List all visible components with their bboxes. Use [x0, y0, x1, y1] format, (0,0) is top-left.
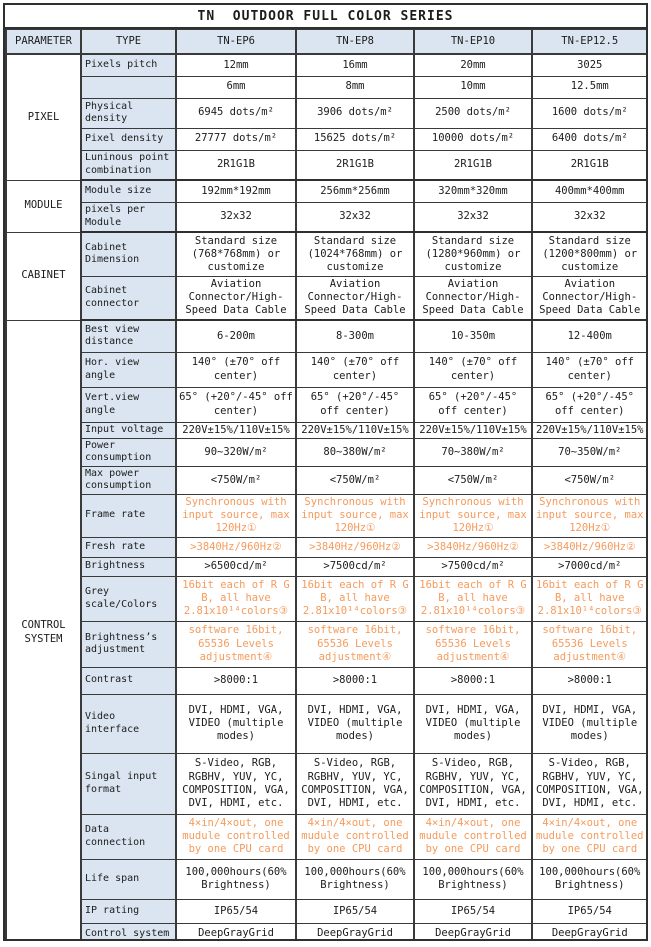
spec-value-cell: 2R1G1B [176, 150, 296, 180]
table-row [6, 753, 647, 814]
row-label: Best view distance [81, 320, 176, 352]
section-label-cabinet: CABINET [6, 232, 81, 320]
spec-value-cell: 12mm [176, 54, 296, 76]
spec-value-cell: Standard size (1024*768mm) or customize [296, 232, 414, 276]
row-label: Power consumption [81, 438, 176, 466]
table-row [6, 923, 647, 941]
section-label-module: MODULE [6, 180, 81, 232]
spec-value-cell: IP65/54 [414, 899, 532, 923]
spec-value-cell: 6945 dots/m² [176, 98, 296, 128]
spec-value-cell: 2R1G1B [296, 150, 414, 180]
table-row [6, 557, 647, 576]
row-label: Data connection [81, 814, 176, 859]
spec-value-cell: 220V±15%/110V±15% [414, 422, 532, 438]
column-header-3: TN-EP8 [296, 30, 414, 55]
spec-value-cell: 65° (+20°/-45° off center) [176, 387, 296, 422]
spec-value-cell: 1600 dots/m² [532, 98, 647, 128]
spec-value-cell: software 16bit, 65536 Levels adjustment④ [176, 621, 296, 667]
spec-value-cell: 4×in/4×out, one mudule controlled by one CPU card [414, 814, 532, 859]
spec-value-cell: 32x32 [176, 202, 296, 232]
table-row [6, 98, 647, 128]
row-label: Control system [81, 923, 176, 941]
row-label: Physical density [81, 98, 176, 128]
spec-value-cell: 80~380W/m² [296, 438, 414, 466]
table-row [6, 466, 647, 494]
table-row [6, 859, 647, 899]
spec-value-cell: Synchronous with input source, max 120Hz① [176, 494, 296, 537]
spec-value-cell: IP65/54 [532, 899, 647, 923]
table-row [6, 76, 647, 98]
table-row [6, 537, 647, 557]
row-label: Frame rate [81, 494, 176, 537]
table-row [6, 422, 647, 438]
spec-value-cell: 140° (±70° off center) [176, 352, 296, 387]
spec-value-cell: S-Video, RGB, RGBHV, YUV, YC, COMPOSITION, VGA, DVI, HDMI, etc. [414, 753, 532, 814]
spec-value-cell: 6mm [176, 76, 296, 98]
spec-value-cell: DVI, HDMI, VGA, VIDEO (multiple modes) [176, 694, 296, 753]
spec-value-cell: 10-350m [414, 320, 532, 352]
table-row [6, 814, 647, 859]
row-label: Fresh rate [81, 537, 176, 557]
spec-value-cell: DVI, HDMI, VGA, VIDEO (multiple modes) [414, 694, 532, 753]
spec-value-cell: 2R1G1B [414, 150, 532, 180]
spec-value-cell: 16bit each of R G B, all have 2.81x10¹⁴colors③ [176, 576, 296, 621]
header-row [6, 30, 647, 55]
spec-value-cell: >8000:1 [532, 667, 647, 694]
table-row [6, 54, 647, 76]
spec-value-cell: 140° (±70° off center) [532, 352, 647, 387]
table-row [6, 494, 647, 537]
row-label [81, 76, 176, 98]
row-label: pixels per Module [81, 202, 176, 232]
spec-value-cell: 140° (±70° off center) [296, 352, 414, 387]
spec-value-cell: 16mm [296, 54, 414, 76]
table-row [6, 694, 647, 753]
spec-value-cell: 4×in/4×out, one mudule controlled by one CPU card [176, 814, 296, 859]
spec-value-cell: IP65/54 [176, 899, 296, 923]
row-label: Video interface [81, 694, 176, 753]
spec-value-cell: 70~350W/m² [532, 438, 647, 466]
column-header-1: TYPE [81, 30, 176, 55]
spec-value-cell: 32x32 [532, 202, 647, 232]
spec-value-cell: 220V±15%/110V±15% [532, 422, 647, 438]
spec-value-cell: >7000cd/m² [532, 557, 647, 576]
spec-value-cell: 100,000hours(60% Brightness) [296, 859, 414, 899]
table-row [6, 438, 647, 466]
spec-value-cell: 100,000hours(60% Brightness) [414, 859, 532, 899]
spec-value-cell: 65° (+20°/-45° off center) [532, 387, 647, 422]
table-row [6, 352, 647, 387]
spec-value-cell: 192mm*192mm [176, 180, 296, 202]
spec-value-cell: 100,000hours(60% Brightness) [532, 859, 647, 899]
spec-table [5, 29, 648, 941]
spec-value-cell: 3025 [532, 54, 647, 76]
spec-value-cell: <750W/m² [414, 466, 532, 494]
row-label: Life span [81, 859, 176, 899]
spec-value-cell: DeepGrayGrid [296, 923, 414, 941]
spec-value-cell: 220V±15%/110V±15% [176, 422, 296, 438]
spec-value-cell: 32x32 [414, 202, 532, 232]
spec-value-cell: >6500cd/m² [176, 557, 296, 576]
spec-value-cell: 2R1G1B [532, 150, 647, 180]
spec-value-cell: 256mm*256mm [296, 180, 414, 202]
spec-value-cell: 140° (±70° off center) [414, 352, 532, 387]
table-row [6, 232, 647, 276]
spec-value-cell: DeepGrayGrid [176, 923, 296, 941]
spec-value-cell: 65° (+20°/-45° off center) [296, 387, 414, 422]
spec-value-cell: 32x32 [296, 202, 414, 232]
section-label-pixel: PIXEL [6, 54, 81, 180]
row-label: Cabinet connector [81, 276, 176, 320]
spec-value-cell: 16bit each of R G B, all have 2.81x10¹⁴colors③ [414, 576, 532, 621]
spec-value-cell: 100,000hours(60% Brightness) [176, 859, 296, 899]
spec-value-cell: 16bit each of R G B, all have 2.81x10¹⁴colors③ [296, 576, 414, 621]
row-label: IP rating [81, 899, 176, 923]
spec-value-cell: software 16bit, 65536 Levels adjustment④ [414, 621, 532, 667]
spec-value-cell: 27777 dots/m² [176, 128, 296, 150]
section-label-control-system: CONTROL SYSTEM [6, 320, 81, 941]
row-label: Module size [81, 180, 176, 202]
row-label: Contrast [81, 667, 176, 694]
column-header-5: TN-EP12.5 [532, 30, 647, 55]
spec-value-cell: 400mm*400mm [532, 180, 647, 202]
spec-value-cell: <750W/m² [532, 466, 647, 494]
row-label: Vert.view angle [81, 387, 176, 422]
table-row [6, 667, 647, 694]
table-row [6, 150, 647, 180]
spec-value-cell: 2500 dots/m² [414, 98, 532, 128]
table-row [6, 387, 647, 422]
column-header-0: PARAMETER [6, 30, 81, 55]
row-label: Cabinet Dimension [81, 232, 176, 276]
table-row [6, 180, 647, 202]
spec-value-cell: >8000:1 [296, 667, 414, 694]
page-title: TN OUTDOOR FULL COLOR SERIES [5, 5, 646, 29]
row-label: Singal input format [81, 753, 176, 814]
row-label: Grey scale/Colors [81, 576, 176, 621]
spec-value-cell: 16bit each of R G B, all have 2.81x10¹⁴colors③ [532, 576, 647, 621]
row-label: Hor. view angle [81, 352, 176, 387]
spec-value-cell: <750W/m² [176, 466, 296, 494]
spec-value-cell: DeepGrayGrid [414, 923, 532, 941]
spec-value-cell: >3840Hz/960Hz② [176, 537, 296, 557]
spec-value-cell: DeepGrayGrid [532, 923, 647, 941]
spec-value-cell: Synchronous with input source, max 120Hz① [532, 494, 647, 537]
table-row [6, 621, 647, 667]
spec-value-cell: 15625 dots/m² [296, 128, 414, 150]
spec-value-cell: Synchronous with input source, max 120Hz① [414, 494, 532, 537]
table-row [6, 276, 647, 320]
table-row [6, 202, 647, 232]
spec-value-cell: Aviation Connector/High-Speed Data Cable [296, 276, 414, 320]
row-label: Pixel density [81, 128, 176, 150]
spec-value-cell: 8mm [296, 76, 414, 98]
spec-value-cell: 10000 dots/m² [414, 128, 532, 150]
table-row [6, 899, 647, 923]
spec-value-cell: DVI, HDMI, VGA, VIDEO (multiple modes) [532, 694, 647, 753]
table-row [6, 128, 647, 150]
spec-value-cell: 12-400m [532, 320, 647, 352]
spec-value-cell: >3840Hz/960Hz② [414, 537, 532, 557]
spec-value-cell: 65° (+20°/-45° off center) [414, 387, 532, 422]
spec-value-cell: 4×in/4×out, one mudule controlled by one CPU card [532, 814, 647, 859]
spec-value-cell: 320mm*320mm [414, 180, 532, 202]
spec-value-cell: 90~320W/m² [176, 438, 296, 466]
spec-value-cell: Standard size (1280*960mm) or customize [414, 232, 532, 276]
spec-value-cell: Standard size (1200*800mm) or customize [532, 232, 647, 276]
row-label: Pixels pitch [81, 54, 176, 76]
spec-value-cell: 10mm [414, 76, 532, 98]
spec-value-cell: >3840Hz/960Hz② [532, 537, 647, 557]
spec-value-cell: >8000:1 [414, 667, 532, 694]
row-label: Max power consumption [81, 466, 176, 494]
spec-value-cell: S-Video, RGB, RGBHV, YUV, YC, COMPOSITION, VGA, DVI, HDMI, etc. [176, 753, 296, 814]
spec-value-cell: 4×in/4×out, one mudule controlled by one CPU card [296, 814, 414, 859]
spec-value-cell: >7500cd/m² [414, 557, 532, 576]
spec-value-cell: 70~380W/m² [414, 438, 532, 466]
spec-value-cell: software 16bit, 65536 Levels adjustment④ [296, 621, 414, 667]
table-header [6, 30, 647, 55]
row-label: Input voltage [81, 422, 176, 438]
spec-value-cell: software 16bit, 65536 Levels adjustment④ [532, 621, 647, 667]
spec-value-cell: Aviation Connector/High-Speed Data Cable [532, 276, 647, 320]
spec-value-cell: Aviation Connector/High-Speed Data Cable [176, 276, 296, 320]
row-label: Luninous point combination [81, 150, 176, 180]
spec-value-cell: <750W/m² [296, 466, 414, 494]
spec-value-cell: >8000:1 [176, 667, 296, 694]
spec-value-cell: IP65/54 [296, 899, 414, 923]
spec-value-cell: >3840Hz/960Hz② [296, 537, 414, 557]
spec-value-cell: 220V±15%/110V±15% [296, 422, 414, 438]
spec-sheet [3, 3, 648, 941]
spec-value-cell: 20mm [414, 54, 532, 76]
spec-value-cell: S-Video, RGB, RGBHV, YUV, YC, COMPOSITION, VGA, DVI, HDMI, etc. [296, 753, 414, 814]
spec-value-cell: S-Video, RGB, RGBHV, YUV, YC, COMPOSITION, VGA, DVI, HDMI, etc. [532, 753, 647, 814]
table-row [6, 320, 647, 352]
spec-value-cell: >7500cd/m² [296, 557, 414, 576]
spec-value-cell: Standard size (768*768mm) or customize [176, 232, 296, 276]
spec-value-cell: 6-200m [176, 320, 296, 352]
spec-value-cell: DVI, HDMI, VGA, VIDEO (multiple modes) [296, 694, 414, 753]
column-header-2: TN-EP6 [176, 30, 296, 55]
table-body [6, 54, 647, 941]
spec-value-cell: 8-300m [296, 320, 414, 352]
spec-value-cell: 3906 dots/m² [296, 98, 414, 128]
table-row [6, 576, 647, 621]
row-label: Brightness’s adjustment [81, 621, 176, 667]
spec-value-cell: 12.5mm [532, 76, 647, 98]
spec-value-cell: Synchronous with input source, max 120Hz① [296, 494, 414, 537]
spec-value-cell: Aviation Connector/High-Speed Data Cable [414, 276, 532, 320]
column-header-4: TN-EP10 [414, 30, 532, 55]
row-label: Brightness [81, 557, 176, 576]
spec-value-cell: 6400 dots/m² [532, 128, 647, 150]
